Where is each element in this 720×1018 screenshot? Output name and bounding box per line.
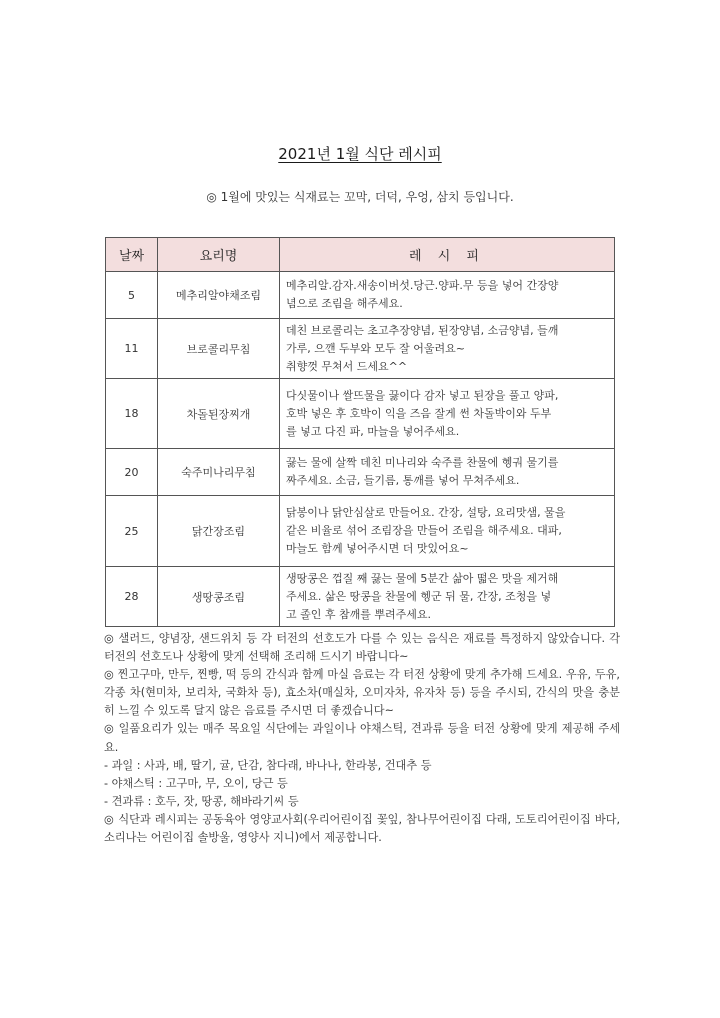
- note-selection: ◎ 샐러드, 양념장, 샌드위치 등 각 터전의 선호도가 다를 수 있는 음식은 재료를 특정하지 않았습니다. 각 터전의 선호도나 상황에 맞게 선택해 조리해 드시기 바랍니다~: [104, 632, 620, 664]
- note-vegetable-list: - 야채스틱 : 고구마, 무, 오이, 당근 등: [104, 776, 288, 790]
- recipe-table: [105, 237, 615, 627]
- header-dish: 요리명: [158, 238, 280, 272]
- table-row: [106, 379, 615, 449]
- row-recipe: 생땅콩은 껍질 째 끓는 물에 5분간 삶아 떫은 맛을 제거해 주세요. 삶은 땅콩을 찬물에 헹군 뒤 물, 간장, 조청을 넣 고 졸인 후 참깨를 뿌려주세요.: [280, 567, 615, 627]
- table-row: [106, 496, 615, 567]
- row-date: 25: [106, 496, 158, 567]
- row-date: 5: [106, 272, 158, 319]
- row-dish: 차돌된장찌개: [158, 379, 280, 449]
- notes-section: [104, 630, 620, 847]
- note-credits: ◎ 식단과 레시피는 공동육아 영양교사회(우리어린이집 꽃잎, 참나무어린이집 다래, 도토리어린이집 바다, 소리나는 어린이집 솔방울, 영양사 지니)에서 제공합니다.: [104, 812, 620, 845]
- note-thursday: ◎ 일품요리가 있는 매주 목요일 식단에는 과일이나 야채스틱, 견과류 등을 터전 상황에 맞게 제공해 주세요.: [104, 722, 620, 754]
- row-dish: 메추리알야채조림: [158, 272, 280, 319]
- row-date: 18: [106, 379, 158, 449]
- header-date: 날짜: [106, 238, 158, 272]
- row-dish: 닭간장조림: [158, 496, 280, 567]
- page-title: 2021년 1월 식단 레시피: [278, 145, 442, 163]
- row-recipe: 데친 브로콜리는 초고추장양념, 된장양념, 소금양념, 들깨 가루, 으깬 두부와 모두 잘 어울려요~ 취향껏 무쳐서 드세요^^: [280, 319, 615, 379]
- note-nuts-list: - 견과류 : 호두, 잣, 땅콩, 해바라기씨 등: [104, 794, 299, 808]
- table-row: [106, 319, 615, 379]
- table-header-row: [106, 238, 615, 272]
- row-dish: 숙주미나리무침: [158, 449, 280, 496]
- row-date: 28: [106, 567, 158, 627]
- table-row: [106, 567, 615, 627]
- note-fruit-list: - 과일 : 사과, 배, 딸기, 귤, 단감, 참다래, 바나나, 한라봉, 건대추 등: [104, 758, 432, 772]
- table-row: [106, 449, 615, 496]
- row-recipe: 다싯물이나 쌀뜨물을 끓이다 감자 넣고 된장을 풀고 양파, 호박 넣은 후 호박이 익을 즈음 잘게 썬 차돌박이와 두부 를 넣고 다진 파, 마늘을 넣어주세요.: [280, 379, 615, 449]
- table-row: [106, 272, 615, 319]
- header-recipe: 레 시 피: [280, 238, 615, 272]
- row-recipe: 끓는 물에 살짝 데친 미나리와 숙주를 찬물에 헹궈 물기를 짜주세요. 소금, 들기름, 통깨를 넣어 무쳐주세요.: [280, 449, 615, 496]
- intro-text: ◎ 1월에 맛있는 식재료는 꼬막, 더덕, 우엉, 삼치 등입니다.: [206, 190, 514, 204]
- row-dish: 브로콜리무침: [158, 319, 280, 379]
- row-date: 20: [106, 449, 158, 496]
- row-dish: 생땅콩조림: [158, 567, 280, 627]
- row-recipe: 메추리알.감자.새송이버섯.당근.양파.무 등을 넣어 간장양 념으로 조림을 해주세요.: [280, 272, 615, 319]
- note-drinks: ◎ 찐고구마, 만두, 찐빵, 떡 등의 간식과 함께 마실 음료는 각 터전 상황에 맞게 추가해 드세요. 우유, 두유, 각종 차(현미차, 보리차, 국화차 등), 효소차(매실차, 오미자차, 유자차 등) 등을 주시되, 간식의 맛을 충분히 느낄 수 있도록 달지 않은 음료를 주시면 더 좋겠습니다~: [104, 668, 620, 718]
- row-recipe: 닭봉이나 닭안심살로 만들어요. 간장, 설탕, 요리맛샘, 물을 같은 비율로 섞어 조림장을 만들어 조림을 해주세요. 대파, 마늘도 함께 넣어주시면 더 맛있어요~: [280, 496, 615, 567]
- row-date: 11: [106, 319, 158, 379]
